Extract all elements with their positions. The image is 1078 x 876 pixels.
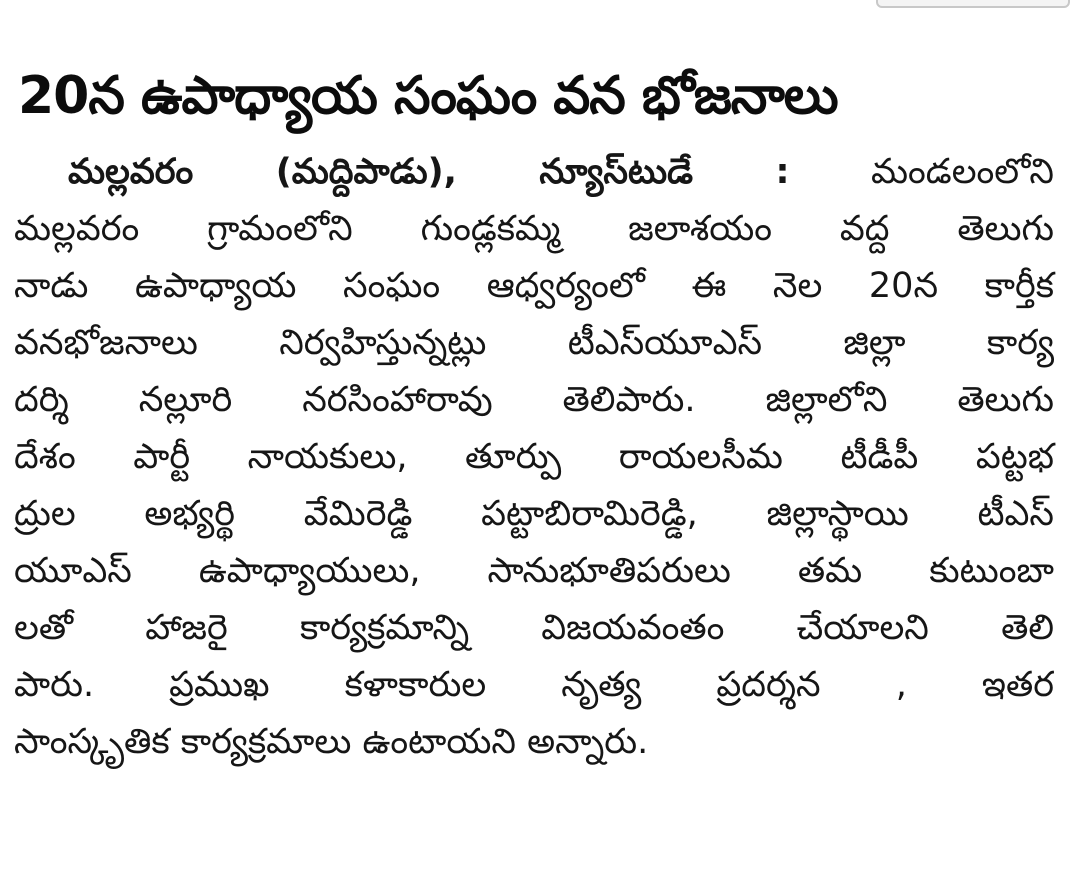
body-line-6: దేశం పార్టీ నాయకులు, తూర్పు రాయలసీమ టీడీపీ పట్టభ [14, 437, 1054, 477]
body-line-4: వనభోజనాలు నిర్వహిస్తున్నట్లు టీఎస్‌యూఎస్ జిల్లా కార్య [14, 323, 1054, 363]
body-line-2: మల్లవరం గ్రామంలోని గుండ్లకమ్మ జలాశయం వద్ద తెలుగు [14, 209, 1054, 249]
body-line-11: సాంస్కృతిక కార్యక్రమాలు ఉంటాయని అన్నారు. [14, 722, 649, 762]
body-line-8: యూఎస్ ఉపాధ్యాయులు, సానుభూతిపరులు తమ కుటుంబా [14, 551, 1054, 591]
dateline: మల్లవరం (మద్దిపాడు), న్యూస్‌టుడే : [68, 152, 790, 192]
article-body [14, 144, 1054, 771]
body-line-1-text: మండలంలోని [871, 152, 1054, 192]
body-line-7: ద్రుల అభ్యర్థి వేమిరెడ్డి పట్టాబిరామిరెడ్డి, జిల్లాస్థాయి టీఎస్ [14, 494, 1054, 534]
body-line-3: నాడు ఉపాధ్యాయ సంఘం ఆధ్వర్యంలో ఈ నెల 20న కార్తీక [14, 266, 1054, 306]
top-right-tab-edge [876, 0, 1070, 8]
body-line-1 [14, 144, 1054, 201]
body-line-10: పారు. ప్రముఖ కళాకారుల నృత్య ప్రదర్శన , ఇతర [14, 665, 1054, 705]
body-line-5: దర్శి నల్లూరి నరసింహారావు తెలిపారు. జిల్లాలోని తెలుగు [14, 380, 1054, 420]
body-line-9: లతో హాజరై కార్యక్రమాన్ని విజయవంతం చేయాలని తెలి [14, 608, 1054, 648]
headline: 20న ఉపాధ్యాయ సంఘం వన భోజనాలు [18, 66, 838, 126]
newspaper-clipping [14, 40, 1054, 870]
